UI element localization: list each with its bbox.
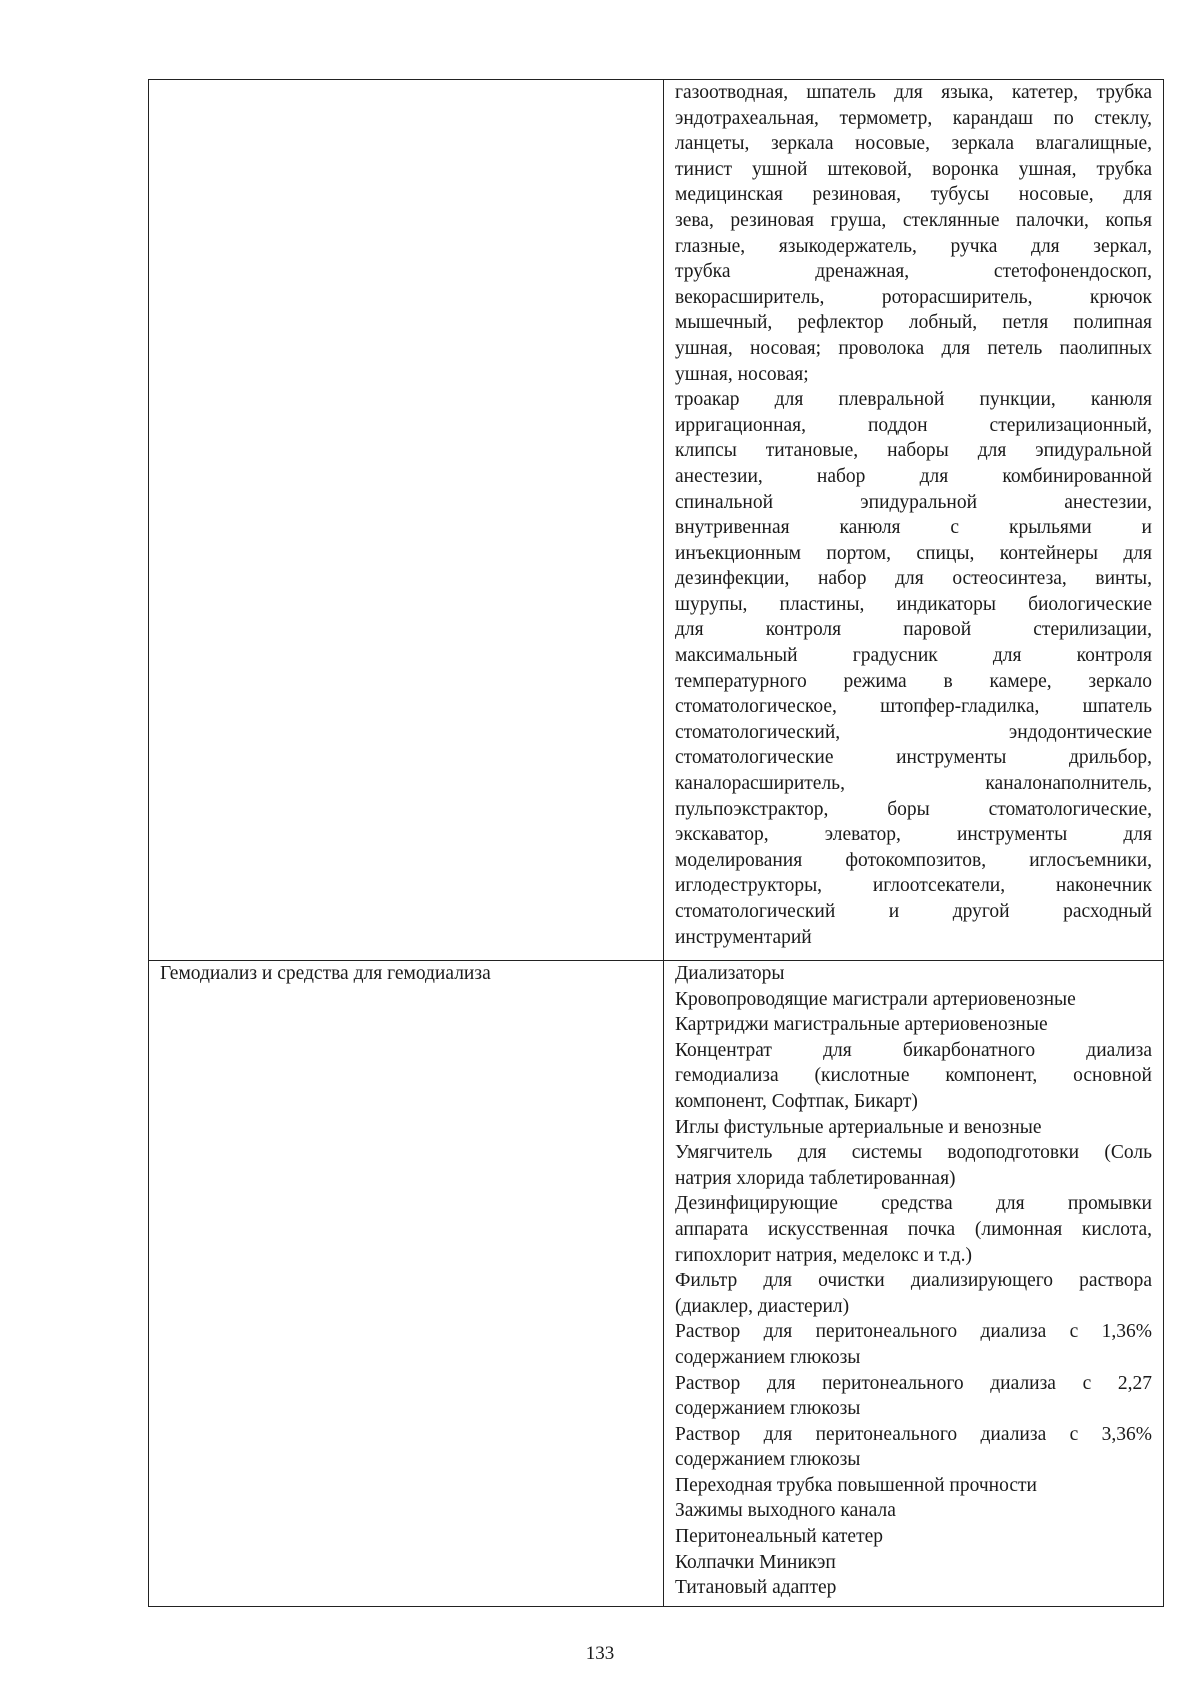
text-line: гемодиализа (кислотные компонент, основной	[675, 1065, 1152, 1087]
text-line: Фильтр для очистки диализирующего раствора	[675, 1270, 1152, 1292]
text-line: Колпачки Миникэп	[675, 1551, 836, 1573]
text-line: температурного режима в камере, зеркало	[675, 670, 1152, 692]
text-line: ушная, носовая; проволока для петель паолипных	[675, 337, 1152, 359]
table-row	[149, 961, 1164, 1607]
text-line: векорасширитель, роторасширитель, крючок	[675, 286, 1152, 308]
table-row	[149, 80, 1164, 961]
text-line: для контроля паровой стерилизации,	[675, 619, 1152, 641]
text-line: стоматологические инструменты дрильбор,	[675, 747, 1152, 769]
page-number: 133	[585, 1643, 615, 1664]
text-line: зева, резиновая груша, стеклянные палочки, копья	[675, 209, 1152, 231]
text-line: тинист ушной штековой, воронка ушная, трубка	[675, 158, 1152, 180]
text-line: гипохлорит натрия, меделокс и т.д.)	[675, 1244, 973, 1266]
text-line: аппарата искусственная почка (лимонная кислота,	[675, 1218, 1152, 1240]
text-line: эндотрахеальная, термометр, карандаш по стеклу,	[675, 107, 1152, 129]
text-line: Кровопроводящие магистрали артериовенозные	[675, 988, 1076, 1010]
text-line: Раствор для перитонеального диализа с 2,27	[675, 1372, 1152, 1394]
table-cell-category	[149, 80, 664, 961]
text-line: натрия хлорида таблетированная)	[675, 1167, 956, 1189]
text-line: компонент, Софтпак, Бикарт)	[675, 1090, 918, 1112]
text-line: Зажимы выходного канала	[675, 1500, 896, 1522]
text-line: Иглы фистульные артериальные и венозные	[675, 1116, 1042, 1138]
text-line: внутривенная канюля с крыльями и	[675, 517, 1152, 539]
text-line: иглодеструкторы, иглоотсекатели, наконечник	[675, 875, 1152, 897]
text-line: Перитонеальный катетер	[675, 1526, 883, 1548]
table-cell-items	[664, 80, 1164, 961]
text-line: содержанием глюкозы	[675, 1449, 861, 1471]
text-line: ушная, носовая;	[675, 363, 809, 385]
items-text	[675, 961, 1152, 1601]
document-table	[148, 79, 1164, 1607]
text-line: дезинфекции, набор для остеосинтеза, винты,	[675, 568, 1152, 590]
text-line: содержанием глюкозы	[675, 1398, 861, 1420]
text-line: газоотводная, шпатель для языка, катетер, трубка	[675, 82, 1152, 103]
text-line: ланцеты, зеркала носовые, зеркала влагалищные,	[675, 133, 1152, 155]
text-line: анестезии, набор для комбинированной	[675, 465, 1152, 487]
text-line: троакар для плевральной пункции, канюля	[675, 389, 1152, 411]
text-line: содержанием глюкозы	[675, 1346, 861, 1368]
text-line: глазные, языкодержатель, ручка для зеркал,	[675, 235, 1152, 257]
text-line: Переходная трубка повышенной прочности	[675, 1474, 1037, 1496]
text-line: стоматологический, эндодонтические	[675, 721, 1152, 743]
text-line: инструментарий	[675, 926, 812, 948]
text-line: Титановый адаптер	[675, 1577, 837, 1599]
text-line: пульпоэкстрактор, боры стоматологические,	[675, 798, 1152, 820]
table-cell-items	[664, 961, 1164, 1607]
text-line: Картриджи магистральные артериовенозные	[675, 1014, 1048, 1036]
text-line: спинальной эпидуральной анестезии,	[675, 491, 1152, 513]
text-line: Умягчитель для системы водоподготовки (Соль	[675, 1142, 1152, 1164]
text-line: (диаклер, диастерил)	[675, 1295, 850, 1317]
text-line: максимальный градусник для контроля	[675, 645, 1152, 667]
text-line: моделирования фотокомпозитов, иглосъемники,	[675, 849, 1152, 871]
text-line: Раствор для перитонеального диализа с 3,36%	[675, 1423, 1152, 1445]
text-line: инъекционным портом, спицы, контейнеры для	[675, 542, 1152, 564]
table-cell-category: Гемодиализ и средства для гемодиализа	[149, 961, 664, 1607]
text-line: трубка дренажная, стетофонендоскоп,	[675, 261, 1152, 283]
text-line: Дезинфицирующие средства для промывки	[675, 1193, 1152, 1215]
text-line: ирригационная, поддон стерилизационный,	[675, 414, 1152, 436]
text-line: каналорасширитель, каналонаполнитель,	[675, 773, 1152, 795]
text-line: Раствор для перитонеального диализа с 1,36%	[675, 1321, 1152, 1343]
text-line: стоматологический и другой расходный	[675, 901, 1152, 922]
text-line: Концентрат для бикарбонатного диализа	[675, 1039, 1152, 1061]
text-line: экскаватор, элеватор, инструменты для	[675, 824, 1152, 846]
text-line: шурупы, пластины, индикаторы биологические	[675, 593, 1152, 615]
text-line: медицинская резиновая, тубусы носовые, для	[675, 184, 1152, 206]
text-line: стоматологическое, штопфер-гладилка, шпатель	[675, 696, 1152, 718]
text-line: мышечный, рефлектор лобный, петля полипная	[675, 312, 1152, 334]
items-text	[675, 80, 1152, 950]
text-line: Диализаторы	[675, 963, 785, 984]
text-line: клипсы титановые, наборы для эпидуральной	[675, 440, 1152, 462]
